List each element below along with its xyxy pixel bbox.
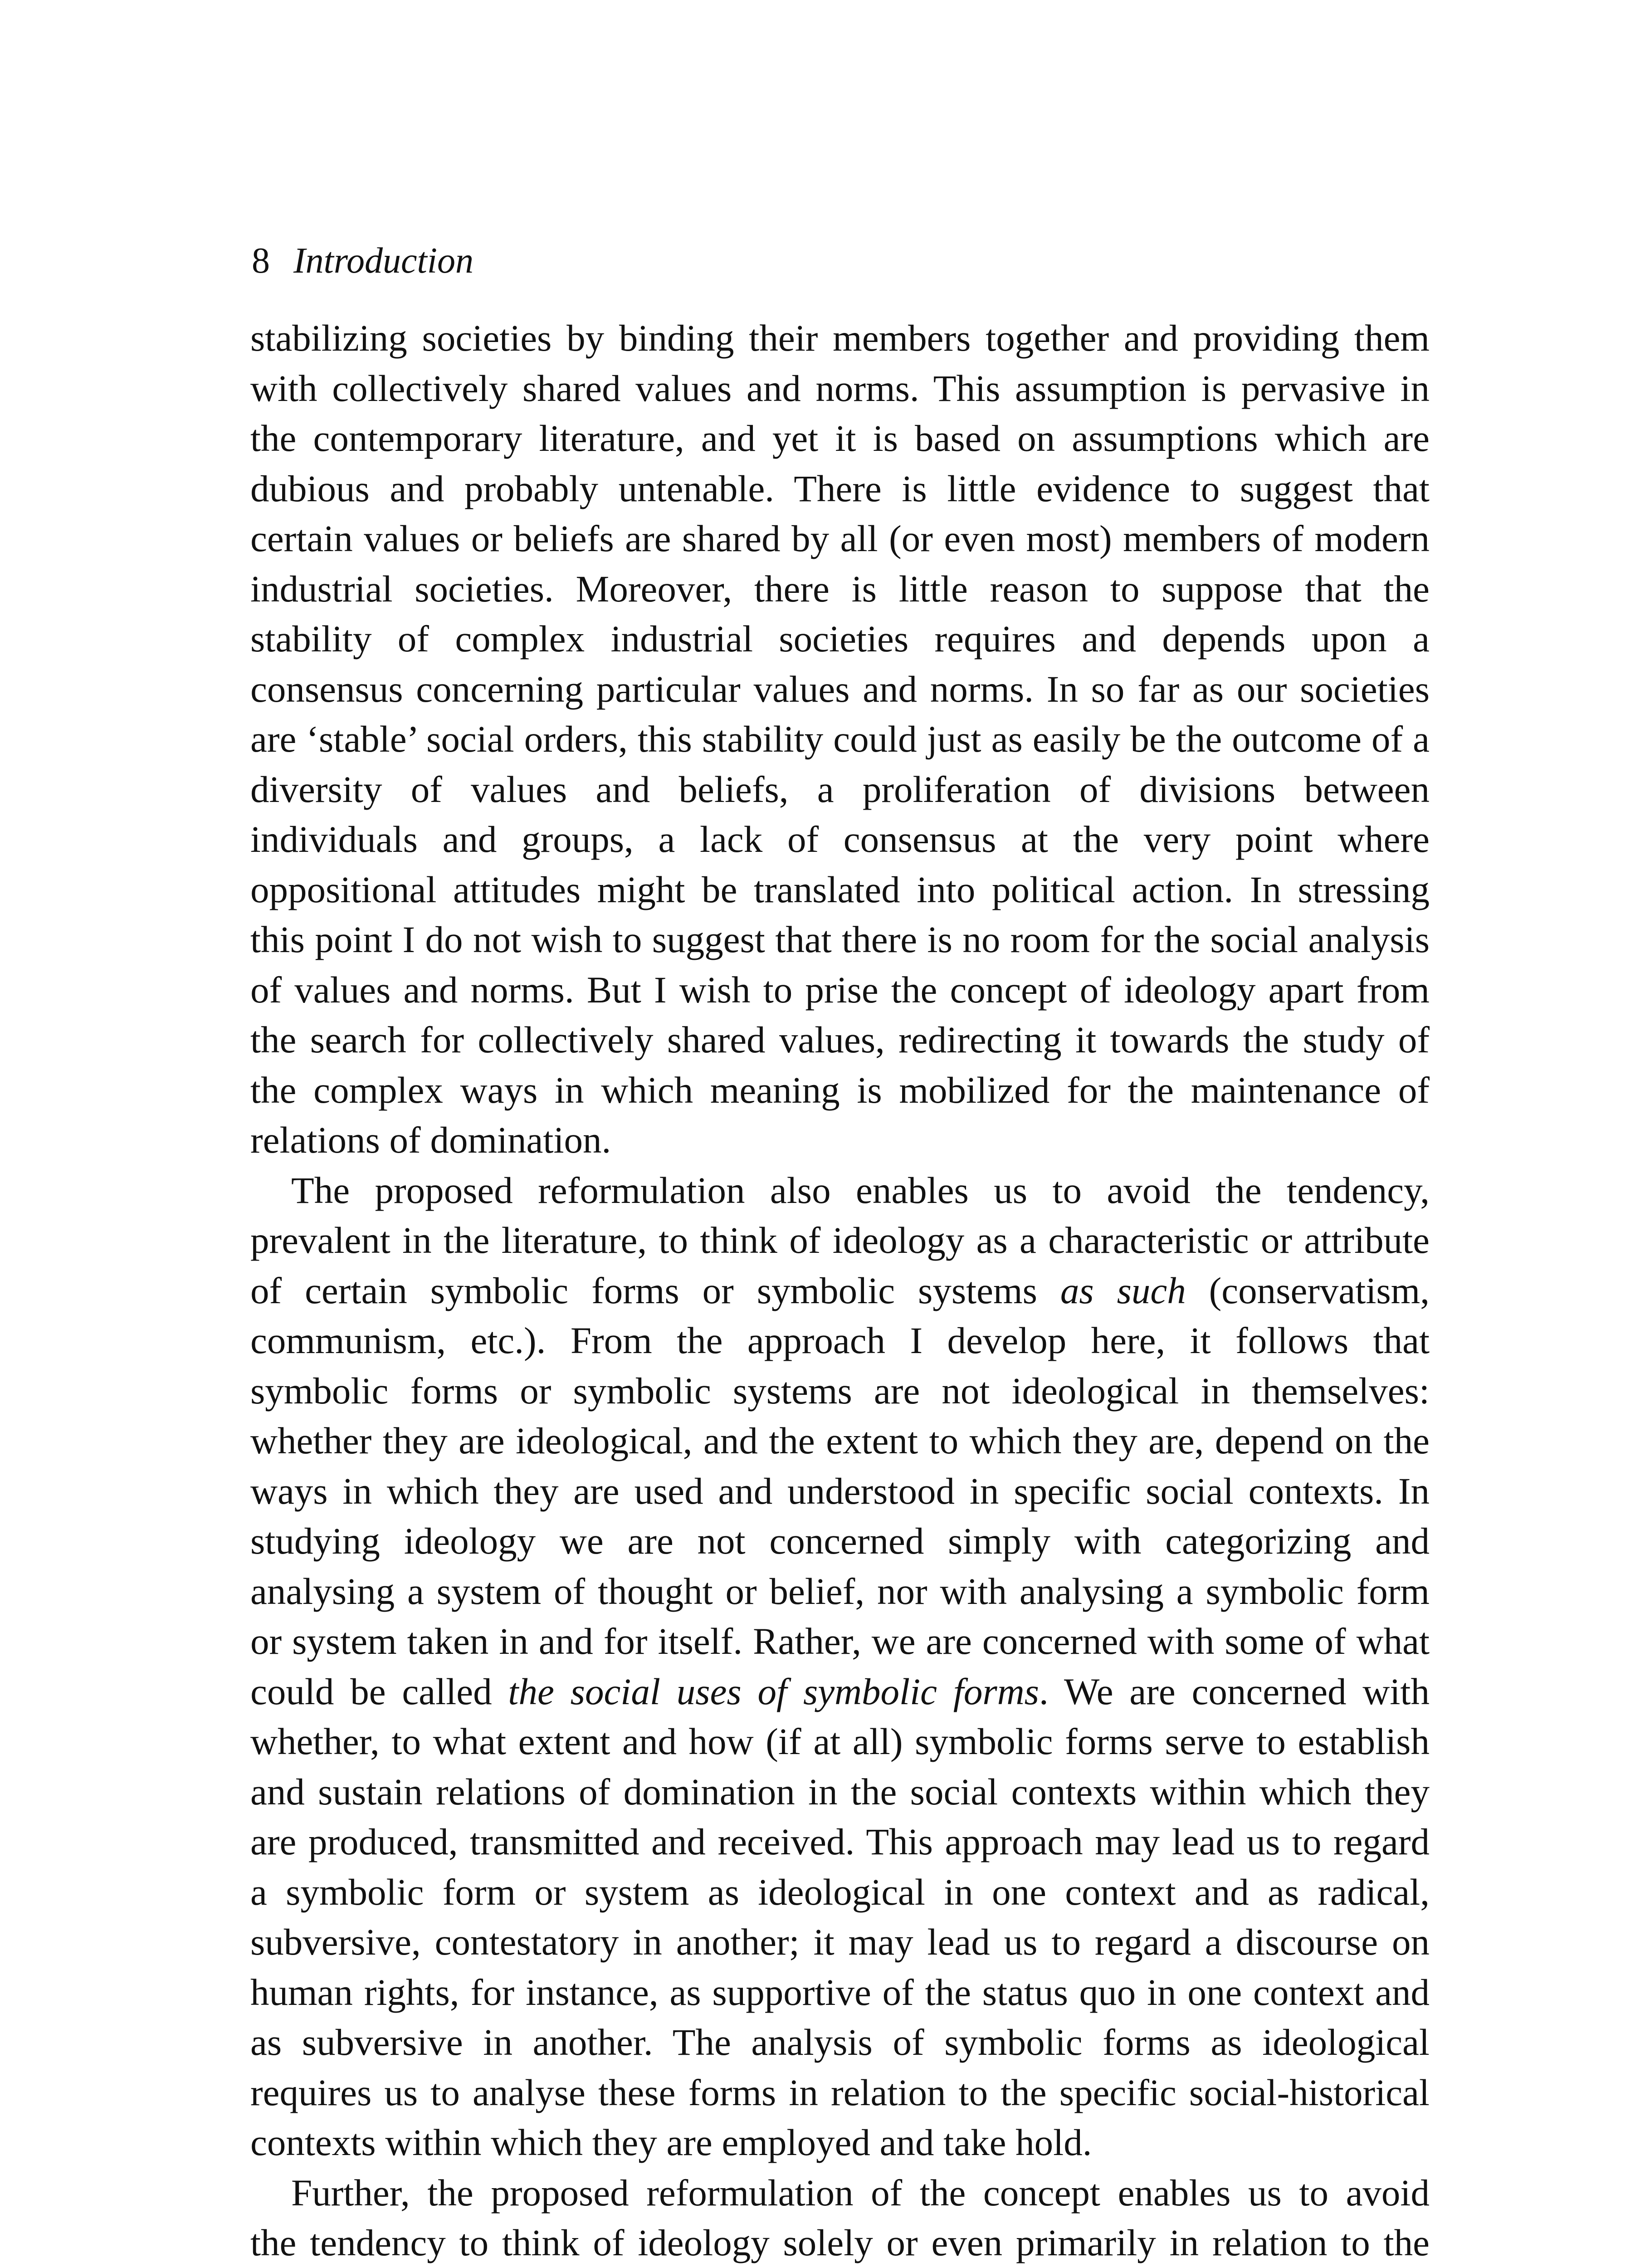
text-run: as subversive in another. The analysis of symbolic forms as ideological [250,2021,1430,2063]
text-run: individuals and groups, a lack of consensus at the very point where [250,818,1430,860]
italic-phrase: as such [1060,1269,1186,1311]
text-run: dubious and probably untenable. There is little evidence to suggest that [250,467,1430,509]
text-line [250,1466,1430,1516]
text-run: this point I do not wish to suggest that there is no room for the social analysis [250,919,1430,960]
text-run: ways in which they are used and understood in specific social contexts. In [250,1470,1430,1512]
text-run: analysing a system of thought or belief, nor with analysing a symbolic form [250,1570,1430,1612]
text-line [250,1817,1430,1867]
text-line [250,1315,1430,1366]
text-run: whether, to what extent and how (if at all) symbolic forms serve to establish [250,1721,1430,1762]
text-run: communism, etc.). From the approach I develop here, it follows that [250,1320,1430,1361]
text-line [250,1867,1430,1917]
text-line [250,714,1430,764]
text-run: are produced, transmitted and received. This approach may lead us to regard [250,1821,1430,1862]
text-line [250,513,1430,564]
text-line [250,464,1430,514]
text-line [250,313,1430,363]
text-line [250,865,1430,915]
text-run: requires us to analyse these forms in relation to the specific social-historical [250,2071,1430,2113]
text-run: of certain symbolic forms or symbolic systems [250,1269,1060,1311]
text-run: Further, the proposed reformulation of the concept enables us to avoid [291,2171,1430,2214]
text-line [250,1165,1430,1216]
text-run: the contemporary literature, and yet it is based on assumptions which are [250,417,1430,459]
text-line [250,1516,1430,1566]
text-line [250,1967,1430,2018]
text-line [250,1215,1430,1266]
text-line [250,1366,1430,1416]
text-run: studying ideology we are not concerned simply with categorizing and [250,1520,1430,1562]
text-line [250,1716,1430,1767]
text-run: contexts within which they are employed and take hold. [250,2121,1092,2163]
text-line [250,965,1430,1015]
text-run: a symbolic form or system as ideological in one context and as radical, [250,1871,1430,1913]
text-run: with collectively shared values and norms. This assumption is pervasive in [250,367,1430,409]
text-run: diversity of values and beliefs, a proliferation of divisions between [250,768,1430,810]
text-run: relations of domination. [250,1119,611,1161]
text-line [250,1566,1430,1617]
text-line [250,614,1430,664]
text-run: certain values or beliefs are shared by all (or even most) members of modern [250,518,1430,559]
text-run: symbolic forms or symbolic systems are not ideological in themselves: [250,1369,1430,1412]
text-line [250,664,1430,714]
text-line [250,764,1430,815]
text-line [250,2218,1430,2268]
text-line [250,1416,1430,1466]
text-line [250,1917,1430,1967]
text-line [250,363,1430,414]
text-run: (conservatism, [1186,1269,1430,1311]
text-line [250,1065,1430,1115]
text-run: . We are concerned with [1039,1670,1430,1712]
italic-phrase: the social uses of symbolic forms [508,1670,1039,1712]
text-line [250,1115,1430,1165]
text-run: the tendency to think of ideology solely or even primarily in relation to the [250,2222,1430,2263]
page-number: 8 [252,241,270,281]
text-run: The proposed reformulation also enables us to avoid the tendency, [291,1169,1430,1211]
text-run: human rights, for instance, as supportive of the status quo in one context and [250,1971,1430,2013]
text-run: of values and norms. But I wish to prise the concept of ideology apart from [250,968,1430,1011]
text-line [250,2017,1430,2068]
text-run: industrial societies. Moreover, there is little reason to suppose that the [250,567,1430,610]
text-line [250,2068,1430,2118]
text-run: are ‘stable’ social orders, this stability could just as easily be the outcome of a [250,718,1430,760]
text-run: whether they are ideological, and the extent to which they are, depend on the [250,1420,1430,1461]
text-line [250,564,1430,614]
text-line [250,2117,1430,2168]
text-run: or system taken in and for itself. Rather, we are concerned with some of what [250,1620,1430,1662]
text-run: oppositional attitudes might be translated into political action. In stressing [250,868,1430,910]
text-run: consensus concerning particular values and norms. In so far as our societies [250,668,1430,710]
text-run: the search for collectively shared values, redirecting it towards the study of [250,1019,1430,1061]
running-head [252,238,1431,284]
text-line [250,1667,1430,1717]
text-run: stability of complex industrial societies requires and depends upon a [250,618,1430,660]
text-run: and sustain relations of domination in the social contexts within which they [250,1770,1430,1813]
text-run: the complex ways in which meaning is mobilized for the maintenance of [250,1069,1430,1111]
section-title: Introduction [293,241,473,281]
text-run: subversive, contestatory in another; it may lead us to regard a discourse on [250,1921,1430,1963]
body-text [250,313,1430,2268]
text-line [250,1616,1430,1667]
text-line [250,413,1430,464]
text-line [250,2168,1430,2218]
text-line [250,1266,1430,1316]
text-line [250,814,1430,865]
text-line [250,1015,1430,1065]
text-line [250,1767,1430,1817]
text-run: could be called [250,1670,508,1712]
text-run: stabilizing societies by binding their members together and providing them [250,317,1430,359]
text-line [250,914,1430,965]
text-run: prevalent in the literature, to think of ideology as a characteristic or attribute [250,1219,1430,1261]
